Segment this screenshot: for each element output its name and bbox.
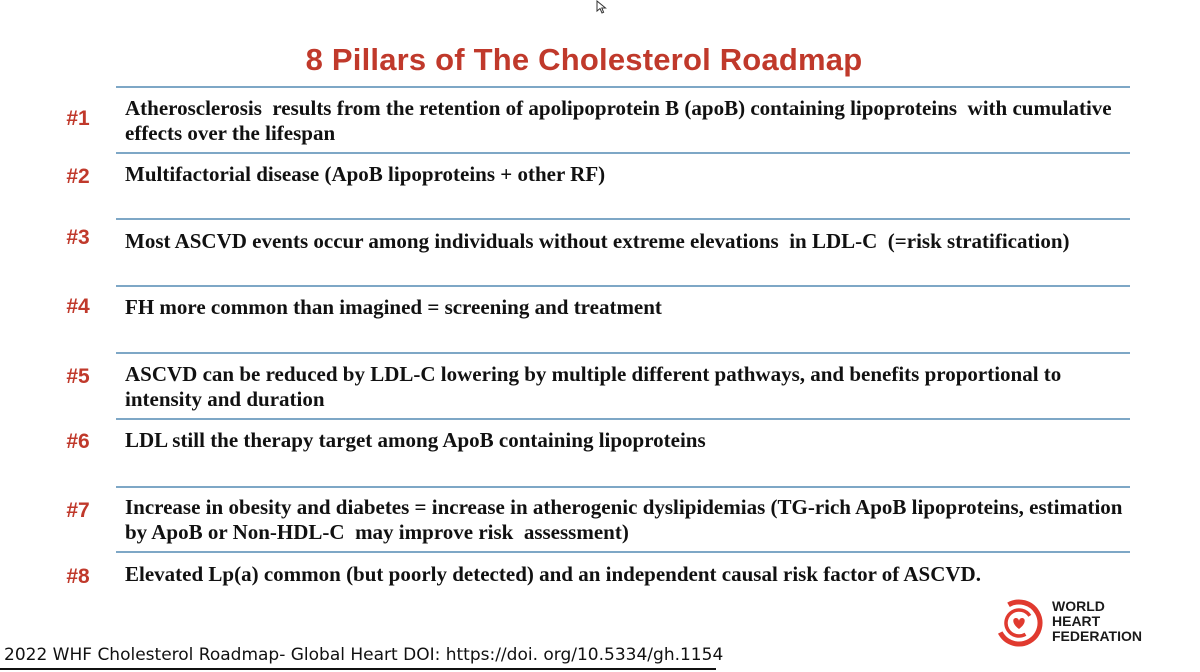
world-heart-federation-logo bbox=[994, 598, 1194, 648]
row-divider bbox=[116, 486, 1130, 488]
row-divider bbox=[116, 285, 1130, 287]
footer-divider bbox=[0, 668, 716, 670]
logo-line-world: WORLD bbox=[1052, 598, 1105, 614]
pillar-number: #2 bbox=[66, 165, 90, 188]
pillar-number: #7 bbox=[66, 499, 90, 522]
row-divider bbox=[116, 551, 1130, 553]
pillar-number: #4 bbox=[66, 295, 90, 318]
pillar-number: #3 bbox=[66, 226, 90, 249]
pillar-text: LDL still the therapy target among ApoB containing lipoproteins bbox=[125, 428, 706, 452]
pillar-number: #1 bbox=[66, 107, 90, 130]
row-divider bbox=[116, 418, 1130, 420]
pillar-text: Most ASCVD events occur among individuals without extreme elevations in LDL-C (=risk stratification) bbox=[125, 229, 1070, 253]
citation-footer: 2022 WHF Cholesterol Roadmap- Global Heart DOI: https://doi. org/10.5334/gh.1154 bbox=[4, 645, 724, 665]
pillar-text: Increase in obesity and diabetes = increase in atherogenic dyslipidemias (TG-rich ApoB lipoproteins, estimation by ApoB or Non-HDL-C may improve risk assessment) bbox=[125, 495, 1128, 544]
pillar-text: Atherosclerosis results from the retention of apolipoprotein B (apoB) containing lipoproteins with cumulative effects over the lifespan bbox=[125, 96, 1117, 145]
row-divider bbox=[116, 152, 1130, 154]
mouse-cursor-icon bbox=[596, 0, 610, 14]
slide-title: 8 Pillars of The Cholesterol Roadmap bbox=[305, 42, 863, 77]
pillar-text: Multifactorial disease (ApoB lipoproteins + other RF) bbox=[125, 162, 606, 186]
logo-wordmark bbox=[1052, 599, 1142, 644]
heart-swirl-icon bbox=[994, 598, 1044, 648]
row-divider bbox=[116, 352, 1130, 354]
pillar-number: #5 bbox=[66, 365, 90, 388]
pillar-text: ASCVD can be reduced by LDL-C lowering by multiple different pathways, and benefits proportional to intensity and duration bbox=[125, 362, 1078, 411]
pillar-number: #8 bbox=[66, 565, 90, 588]
logo-line-federation: FEDERATION bbox=[1052, 628, 1142, 644]
row-divider bbox=[116, 218, 1130, 220]
logo-line-heart: HEART bbox=[1052, 613, 1101, 629]
pillar-text: Elevated Lp(a) common (but poorly detected) and an independent causal risk factor of ASCVD. bbox=[125, 562, 981, 586]
row-divider bbox=[116, 86, 1130, 88]
pillar-number: #6 bbox=[66, 430, 90, 453]
pillar-text: FH more common than imagined = screening and treatment bbox=[125, 295, 662, 319]
